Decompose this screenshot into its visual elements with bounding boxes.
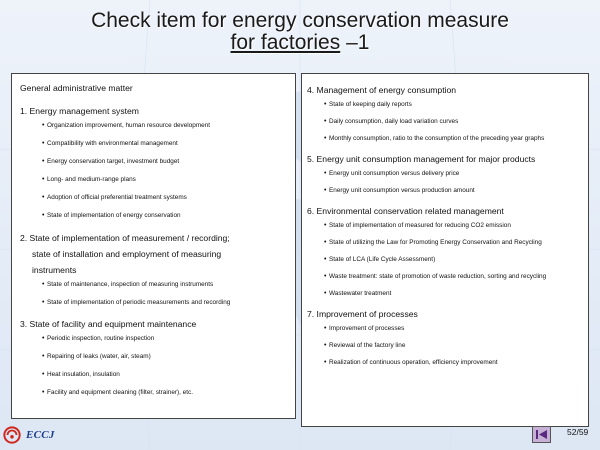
- title-underlined: for factories: [230, 31, 341, 54]
- section-items: [20, 335, 289, 397]
- title-line-1: Check item for energy conservation measure: [91, 9, 509, 32]
- first-slide-button[interactable]: [532, 426, 551, 443]
- list-item: • Daily consumption, daily load variation curves: [329, 118, 582, 126]
- section-items: [307, 101, 582, 143]
- list-item: • Reviewal of the factory line: [329, 342, 582, 350]
- list-item: • Realization of continuous operation, efficiency improvement: [329, 359, 582, 367]
- list-item: • Adoption of official preferential treatment systems: [47, 194, 289, 202]
- list-item: • Compatibility with environmental management: [47, 140, 289, 148]
- eccj-logo-icon: [3, 426, 21, 444]
- section-title-line: 2. State of implementation of measurement / recording;: [20, 233, 230, 243]
- section-title: 1. Energy management system: [20, 106, 139, 116]
- list-item: • Waste treatment: state of promotion of waste reduction, sorting and recycling: [329, 273, 582, 281]
- list-item: • State of implementation of energy conservation: [47, 212, 289, 220]
- list-item: • Facility and equipment cleaning (filter, strainer), etc.: [47, 389, 289, 397]
- right-checklist-panel: [301, 73, 589, 427]
- list-item: • Repairing of leaks (water, air, steam): [47, 353, 289, 361]
- page-number: 52/59: [567, 427, 589, 437]
- section-items: [20, 281, 289, 307]
- list-item: • State of keeping daily reports: [329, 101, 582, 109]
- section-title: 6. Environmental conservation related management: [307, 206, 504, 216]
- title-suffix: –1: [340, 31, 370, 54]
- section-items: [20, 122, 289, 220]
- slide-title: [0, 10, 600, 54]
- list-item: • Energy unit consumption versus delivery price: [329, 170, 582, 178]
- section-title: [20, 230, 289, 278]
- logo-text: ECCJ: [26, 429, 55, 441]
- title-line-2: [0, 32, 600, 54]
- list-item: • Energy unit consumption versus production amount: [329, 187, 582, 195]
- list-item: • Monthly consumption, ratio to the consumption of the preceding year graphs: [329, 135, 582, 143]
- section-title-line: state of installation and employment of measuring: [32, 249, 222, 259]
- list-item: • Organization improvement, human resource development: [47, 122, 289, 130]
- panel-heading: General administrative matter: [20, 83, 133, 93]
- first-slide-icon: [535, 429, 548, 440]
- list-item: • State of maintenance, inspection of measuring instruments: [47, 281, 289, 289]
- list-item: • Heat insulation, insulation: [47, 371, 289, 379]
- list-item: • State of implementation of measured for reducing CO2 emission: [329, 222, 582, 230]
- list-item: • Periodic inspection, routine inspection: [47, 335, 289, 343]
- section-items: [307, 325, 582, 367]
- section-items: [307, 170, 582, 195]
- list-item: • State of implementation of periodic measurements and recording: [47, 299, 289, 307]
- section-title: 7. Improvement of processes: [307, 309, 418, 319]
- list-item: • Long- and medium-range plans: [47, 176, 289, 184]
- list-item: • Wastewater treatment: [329, 290, 582, 298]
- left-checklist-panel: [11, 73, 296, 419]
- section-title-line: instruments: [32, 265, 77, 275]
- section-title: 5. Energy unit consumption management for major products: [307, 154, 536, 164]
- section-title: 3. State of facility and equipment maintenance: [20, 319, 197, 329]
- list-item: • State of utilizing the Law for Promoting Energy Conservation and Recycling: [329, 239, 582, 247]
- list-item: • Improvement of processes: [329, 325, 582, 333]
- list-item: • State of LCA (Life Cycle Assessment): [329, 256, 582, 264]
- section-title: 4. Management of energy consumption: [307, 85, 457, 95]
- list-item: • Energy conservation target, investment budget: [47, 158, 289, 166]
- eccj-logo: [3, 426, 55, 444]
- section-items: [307, 222, 582, 298]
